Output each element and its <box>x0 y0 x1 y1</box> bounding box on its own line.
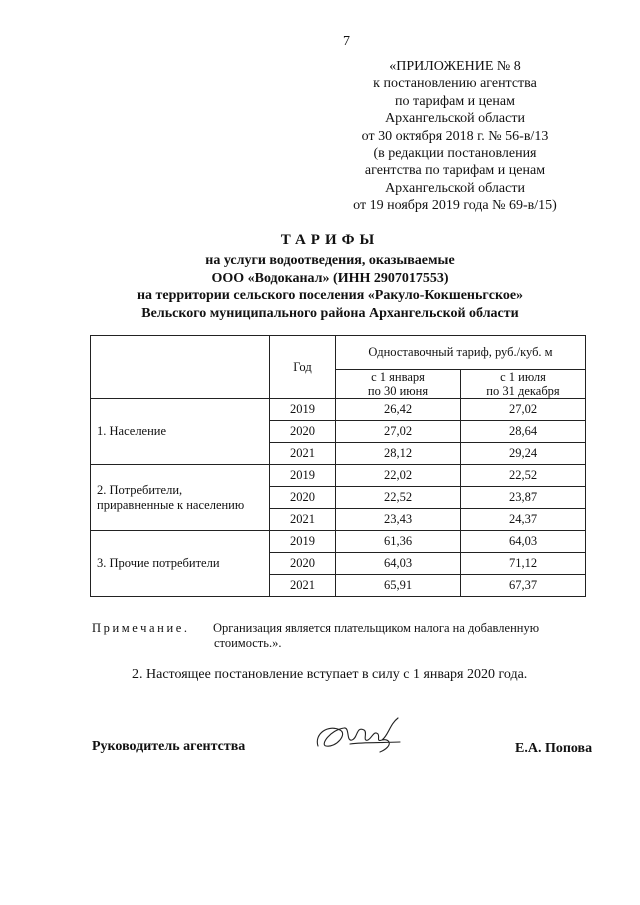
tariff-h1-cell: 22,52 <box>336 487 461 509</box>
year-cell: 2020 <box>270 421 336 443</box>
appendix-line: от 19 ноября 2019 года № 69-в/15) <box>353 198 557 214</box>
category-label: приравненные к населению <box>97 497 245 512</box>
year-cell: 2021 <box>270 575 336 597</box>
tariff-h2-cell: 23,87 <box>461 487 586 509</box>
subtitle-line: ООО «Водоканал» (ИНН 2907017553) <box>211 270 449 286</box>
year-cell: 2021 <box>270 443 336 465</box>
tariff-h2-cell: 29,24 <box>461 443 586 465</box>
year-cell: 2021 <box>270 509 336 531</box>
period-2-line-2: по 31 декабря <box>486 384 560 398</box>
year-cell: 2019 <box>270 531 336 553</box>
tariff-h1-cell: 64,03 <box>336 553 461 575</box>
tariff-h2-cell: 64,03 <box>461 531 586 553</box>
header-empty-cell <box>91 336 270 399</box>
tariff-h1-cell: 23,43 <box>336 509 461 531</box>
signatory-position: Руководитель агентства <box>92 739 246 754</box>
header-tariff: Одноставочный тариф, руб./куб. м <box>336 336 586 370</box>
category-cell <box>91 399 270 465</box>
note-text-continuation: стоимость.». <box>214 636 282 650</box>
tariff-h1-cell: 65,91 <box>336 575 461 597</box>
period-2-line-1: с 1 июля <box>500 370 546 384</box>
year-cell: 2019 <box>270 465 336 487</box>
category-label: 3. Прочие потребители <box>97 556 220 570</box>
year-cell: 2020 <box>270 553 336 575</box>
period-1-line-1: с 1 января <box>371 370 425 384</box>
tariff-h1-cell: 26,42 <box>336 399 461 421</box>
table-row <box>91 531 586 553</box>
category-label: 1. Население <box>97 424 167 438</box>
subtitle-line: на территории сельского поселения «Ракуло-Кокшеньгское» <box>136 288 524 303</box>
appendix-line: агентства по тарифам и ценам <box>364 163 546 179</box>
tariff-h1-cell: 27,02 <box>336 421 461 443</box>
tariff-h2-cell: 27,02 <box>461 399 586 421</box>
table-row <box>91 465 586 487</box>
tariff-h2-cell: 24,37 <box>461 509 586 531</box>
tariff-h2-cell: 22,52 <box>461 465 586 487</box>
header-year: Год <box>270 336 336 399</box>
note-text: Организация является плательщиком налога на добавленную <box>213 621 540 635</box>
header-period-1 <box>336 370 461 399</box>
handwritten-signature <box>310 712 410 762</box>
year-cell: 2019 <box>270 399 336 421</box>
subtitle-line: Вельского муниципального района Архангельской области <box>141 305 519 321</box>
clause-paragraph: 2. Настоящее постановление вступает в силу с 1 января 2020 года. <box>132 667 528 682</box>
tariff-h2-cell: 28,64 <box>461 421 586 443</box>
table-row <box>91 399 586 421</box>
appendix-line: к постановлению агентства <box>373 76 537 92</box>
page-number: 7 <box>343 34 350 49</box>
year-cell: 2020 <box>270 487 336 509</box>
tariff-h1-cell: 28,12 <box>336 443 461 465</box>
category-label: 2. Потребители, <box>97 482 183 497</box>
subtitle-line: на услуги водоотведения, оказываемые <box>205 253 455 268</box>
document-title: ТАРИФЫ <box>280 232 380 248</box>
signatory-name: Е.А. Попова <box>515 741 593 756</box>
category-cell <box>91 465 270 531</box>
tariff-table <box>90 335 586 597</box>
appendix-line: «ПРИЛОЖЕНИЕ № 8 <box>389 59 521 74</box>
header-period-2 <box>461 370 586 399</box>
note-label: Примечание. <box>92 621 190 635</box>
tariff-h2-cell: 71,12 <box>461 553 586 575</box>
period-1-line-2: по 30 июня <box>367 384 429 398</box>
document-subtitle <box>40 252 620 322</box>
tariff-h1-cell: 22,02 <box>336 465 461 487</box>
appendix-line: Архангельской области <box>385 111 525 127</box>
appendix-header <box>330 58 580 215</box>
appendix-line: по тарифам и ценам <box>395 93 515 109</box>
category-cell <box>91 531 270 597</box>
appendix-line: от 30 октября 2018 г. № 56-в/13 <box>361 128 549 144</box>
tariff-h2-cell: 67,37 <box>461 575 586 597</box>
appendix-line: (в редакции постановления <box>373 146 537 162</box>
appendix-line: Архангельской области <box>385 180 525 196</box>
tariff-h1-cell: 61,36 <box>336 531 461 553</box>
